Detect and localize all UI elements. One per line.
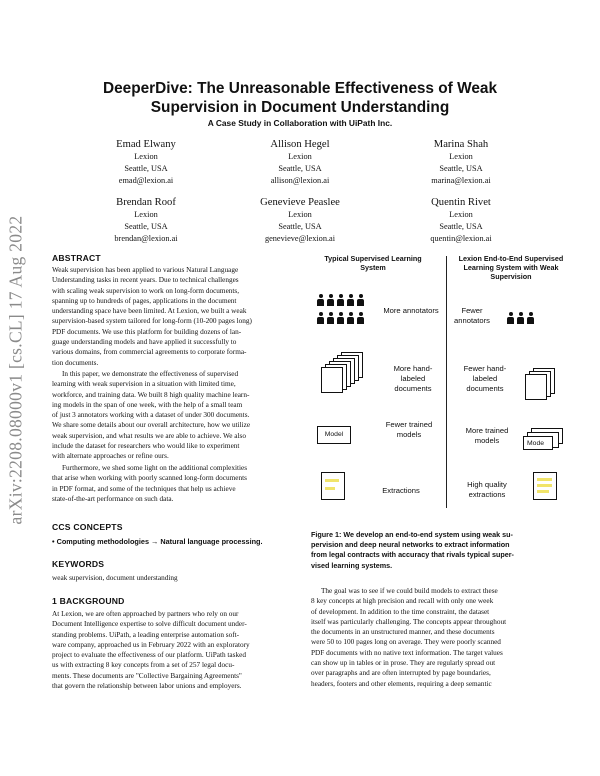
- author-block: [71, 138, 221, 186]
- author-location: Seattle, USA: [124, 221, 168, 231]
- author-email: genevieve@lexion.ai: [264, 233, 336, 243]
- text-line: various domains, from commercial agreements to corporate forma-: [52, 348, 247, 357]
- author-email: marina@lexion.ai: [431, 175, 491, 185]
- figure-divider: [446, 256, 447, 508]
- text-line: of just 3 annotators working with a dataset of under 300 documents.: [52, 411, 250, 420]
- author-name: Quentin Rivet: [431, 197, 491, 208]
- text-line: in PDF format, and some of the techniques that help us achieve: [52, 484, 236, 493]
- author-org: Lexion: [288, 152, 312, 161]
- text-line: ments. These documents are "Collective Bargaining Agreements": [52, 671, 242, 680]
- author-name: Marina Shah: [433, 139, 489, 150]
- text-line: understanding space have been limited. At Lexion, we built a weak: [52, 307, 247, 316]
- title-line-2: Supervision in Document Understanding: [150, 99, 450, 116]
- text-line: We share some details about our overall architecture, how we utilize: [52, 421, 251, 430]
- ccs-text: • Computing methodologies → Natural language processing.: [52, 537, 263, 546]
- caption-line: Figure 1: We develop an end-to-end system using weak su-: [311, 530, 513, 539]
- row-3-right-label: More trained models: [465, 426, 509, 445]
- text-line: over paragraphs and are often interrupted by page boundaries,: [311, 669, 491, 678]
- extraction-document-icon: [321, 472, 345, 500]
- author-email: emad@lexion.ai: [118, 175, 174, 185]
- text-line: weak supervision, and what results we are able to achieve. We also: [52, 431, 246, 440]
- author-location: Seattle, USA: [439, 221, 483, 231]
- text-line: tion documents.: [52, 358, 99, 367]
- row-1-right-label: Fewer annotators: [454, 306, 490, 325]
- author-location: Seattle, USA: [124, 163, 168, 173]
- text-line: spanning up to hundreds of pages, applications in the document: [52, 296, 237, 305]
- author-name: Allison Hegel: [270, 139, 330, 150]
- text-line: can show up in tables or in prose. They are regularly spread out: [311, 659, 496, 668]
- row-4-left-label: Extractions: [382, 486, 420, 495]
- text-line: headers, footers and other elements, requiring a deep semantic: [311, 679, 492, 688]
- author-block: [225, 196, 375, 244]
- text-line: include the dataset for researchers who would like to experiment: [52, 442, 240, 451]
- author-block: [386, 138, 536, 186]
- author-email: allison@lexion.ai: [270, 175, 330, 185]
- person-icon: [357, 312, 364, 324]
- text-line: that govern the relationship between labor unions and employers.: [52, 682, 242, 691]
- highlight-mark: [325, 487, 335, 490]
- author-name: Emad Elwany: [116, 139, 176, 150]
- author-org: Lexion: [134, 152, 158, 161]
- paper-subtitle: A Case Study in Collaboration with UiPath Inc.: [207, 118, 393, 128]
- keywords-heading: KEYWORDS: [52, 559, 105, 569]
- text-line: learning with weak supervision in a situation with limited time,: [52, 380, 236, 389]
- text-line: with scaling weak supervision to work on long-form documents,: [52, 286, 240, 295]
- text-line: ware company, approached us in February 2022 with an exploratory: [52, 640, 250, 649]
- text-line: The goal was to see if we could build models to extract these: [321, 587, 498, 595]
- text-line: state-of-the-art performance on such data.: [52, 494, 174, 503]
- abstract-para-2: [52, 369, 292, 462]
- paper-title: [60, 79, 540, 117]
- row-4-right-label: High quality extractions: [467, 480, 507, 499]
- highlight-mark: [537, 490, 549, 493]
- person-icon: [317, 312, 324, 324]
- arxiv-stamp-text: arXiv:2208.08000v1 [cs.CL] 17 Aug 2022: [5, 215, 26, 525]
- text-line: with alternate approaches or refine ours.: [52, 452, 169, 461]
- person-icon: [337, 294, 344, 306]
- row-3-left-label: Fewer trained models: [385, 420, 433, 439]
- text-line: that arise when working with poorly scanned long-form documents: [52, 474, 247, 483]
- ccs-heading: CCS CONCEPTS: [52, 522, 123, 532]
- author-location: Seattle, USA: [278, 163, 322, 173]
- highlight-mark: [325, 479, 339, 482]
- row-1-left-label: More annotators: [383, 306, 439, 315]
- author-org: Lexion: [449, 152, 473, 161]
- person-icon: [347, 294, 354, 306]
- text-line: project to evaluate the effectiveness of our platform. UiPath tasked: [52, 651, 246, 660]
- extraction-document-icon: [533, 472, 557, 500]
- right-column-para: [311, 586, 573, 689]
- author-block: [71, 196, 221, 244]
- caption-line: from legal contracts with accuracy that rivals typical super-: [311, 550, 514, 560]
- text-line: Weak supervision has been applied to various Natural Language: [52, 266, 239, 274]
- row-2-right-label: Fewer hand-labeled documents: [463, 364, 507, 393]
- highlight-mark: [537, 484, 552, 487]
- figure-1: [311, 254, 573, 520]
- arxiv-stamp: [2, 160, 30, 580]
- author-org: Lexion: [449, 210, 473, 219]
- caption-line: vised learning systems.: [311, 560, 393, 570]
- text-line: PDF documents with no native text information. The target values: [311, 648, 503, 657]
- author-name: Genevieve Peaslee: [260, 197, 340, 208]
- person-icon: [317, 294, 324, 306]
- text-line: us with extracting 8 key concepts from a set of 257 legal docu-: [52, 661, 235, 670]
- text-line: were 50 to 100 pages long on average. They were poorly scanned: [311, 638, 501, 647]
- text-line: PDF documents. We use this platform for building dozens of lan-: [52, 327, 242, 336]
- model-box: Mode: [523, 436, 553, 450]
- document-icon: [321, 367, 343, 393]
- document-icon: [525, 374, 547, 400]
- highlight-mark: [537, 478, 552, 481]
- person-icon: [327, 312, 334, 324]
- author-email: quentin@lexion.ai: [430, 233, 492, 243]
- person-icon: [327, 294, 334, 306]
- background-para: [52, 609, 292, 691]
- row-2-left-label: More hand-labeled documents: [393, 364, 433, 393]
- text-line: Document Intelligence expertise to solve difficult document under-: [52, 620, 247, 629]
- figure-caption: [311, 530, 573, 571]
- author-org: Lexion: [288, 210, 312, 219]
- text-line: of development. In addition to the time constraint, the dataset: [311, 607, 490, 616]
- abstract-para-1: [52, 265, 292, 368]
- author-org: Lexion: [134, 210, 158, 219]
- keywords-text: weak supervision, document understanding: [52, 574, 178, 582]
- title-line-1: DeeperDive: The Unreasonable Effectiveness of Weak: [102, 80, 498, 97]
- person-icon: [517, 312, 524, 324]
- text-line: 8 key concepts at high precision and recall with only one week: [311, 597, 494, 606]
- person-icon: [347, 312, 354, 324]
- model-box: Model: [317, 426, 351, 444]
- text-line: supervision-based system tailored for long-form (10-200 pages long): [52, 317, 252, 326]
- text-line: itself was particularly challenging. The concepts appear throughout: [311, 617, 507, 626]
- figure-right-header: Lexion End-to-End Supervised Learning System with Weak Supervision: [458, 254, 564, 281]
- caption-line: pervision and deep neural networks to extract information: [311, 540, 510, 550]
- abstract-para-3: [52, 463, 292, 504]
- author-location: Seattle, USA: [278, 221, 322, 231]
- author-location: Seattle, USA: [439, 163, 483, 173]
- text-line: In this paper, we demonstrate the effectiveness of supervised: [62, 370, 239, 378]
- text-line: workforce, and training data. We built 8 high quality machine learn-: [52, 390, 250, 399]
- text-line: Understanding tasks in recent years. Due to technical challenges: [52, 276, 239, 285]
- person-icon: [507, 312, 514, 324]
- author-block: [225, 138, 375, 186]
- text-line: ing models in the span of one week, with the help of a small team: [52, 400, 243, 409]
- text-line: guage understanding models and have applied it successfully to: [52, 338, 237, 347]
- author-name: Brendan Roof: [116, 197, 176, 208]
- text-line: standing problems. UiPath, a leading enterprise automation soft-: [52, 630, 240, 639]
- person-icon: [527, 312, 534, 324]
- text-line: Furthermore, we shed some light on the additional complexities: [62, 464, 248, 472]
- person-icon: [337, 312, 344, 324]
- figure-left-header: Typical Supervised Learning System: [324, 254, 422, 272]
- author-email: brendan@lexion.ai: [114, 233, 178, 243]
- author-block: [386, 196, 536, 244]
- background-heading: 1 BACKGROUND: [52, 596, 125, 606]
- person-icon: [357, 294, 364, 306]
- text-line: At Lexion, we are often approached by partners who rely on our: [52, 610, 239, 618]
- text-line: the documents in an unstructured manner, and these documents: [311, 628, 495, 637]
- abstract-heading: ABSTRACT: [52, 253, 101, 263]
